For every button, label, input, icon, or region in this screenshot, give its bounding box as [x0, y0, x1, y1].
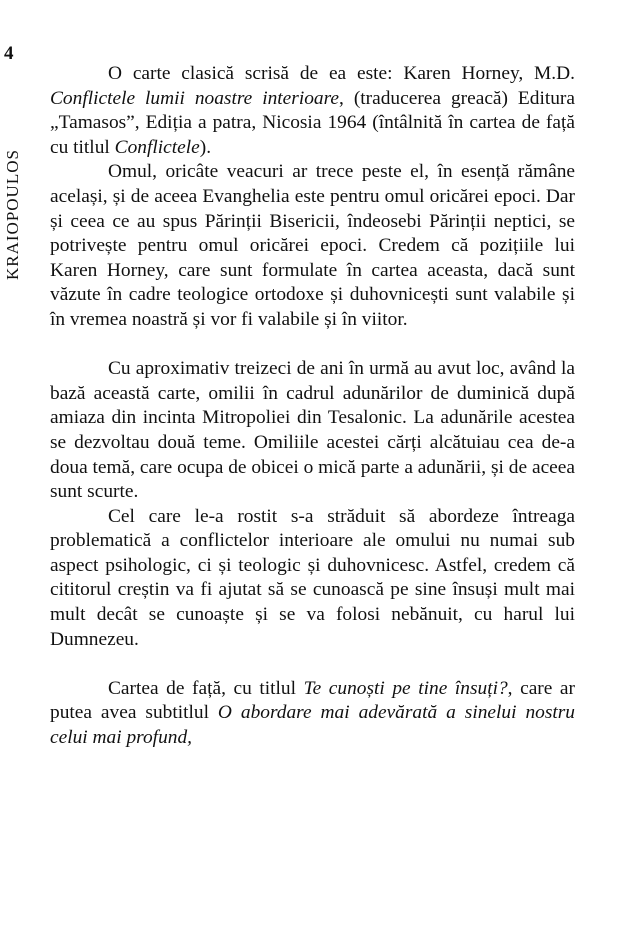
text-segment: ). [199, 136, 212, 158]
paragraph [50, 357, 575, 505]
text-segment: Cel care le-a rostit s-a străduit să abordeze întreaga problematică a conflictelor interioare ale omului nu numai sub aspect psihologic, ci și teologic și duhovnicesc. Astfel, credem că cititorul creștin va fi ajutat să se cunoască pe sine însuși mult mai mult decât se cunoaște și se va folosi nebănuit, cu harul lui Dumnezeu. [50, 505, 575, 650]
paragraph [50, 505, 575, 653]
short-title-conflictele: Conflictele [114, 136, 200, 158]
paragraph [50, 160, 575, 332]
text-segment: O carte clasică scrisă de ea este: Karen Horney, M.D. [108, 63, 575, 84]
text-segment: , (traducerea greacă) Editura „Tamasos”, Ediția a patra, Nicosia 1964 (întâlnită în cartea de față cu titlul [50, 87, 575, 158]
paragraph [50, 677, 575, 751]
book-subtitle: O abordare mai adevărată a sinelui nostru celui mai profund, [50, 702, 576, 749]
running-header: KRAIOPOULOS [3, 149, 22, 280]
page-number: 4 [4, 43, 14, 64]
text-body [50, 62, 575, 751]
text-segment: , care ar putea avea subtitlul [50, 677, 575, 724]
text-segment: Cu aproximativ treizeci de ani în urmă au avut loc, având la bază această carte, omilii în cadrul adunărilor de duminică după amiaza din incinta Mitropoliei din Tesalonic. La adunările acestea se dezvoltau două teme. Omiliile acestei cărți alcătuiau cea de-a doua temă, care ocupa de obicei o mică parte a adunării, și de aceea sunt scurte. [50, 358, 575, 503]
book-title-conflictele: Conflictele lumii noastre interioare [50, 87, 340, 109]
text-segment: Cartea de față, cu titlul [108, 677, 304, 699]
text-segment: Omul, oricâte veacuri ar trece peste el, în esență rămâne același, și de aceea Evanghelia este pentru omul oricărei epoci. Dar și ceea ce au spus Părinții Bisericii, îndeosebi Părinții neptici, se potrivește pentru omul oricărei epoci. Credem că pozițiile lui Karen Horney, care sunt formulate în cartea aceasta, dacă sunt văzute în cadre teologice ortodoxe și duhovnicești sunt valabile și în vremea noastră și vor fi valabile și în viitor. [50, 161, 575, 330]
book-title-te-cunosti: Te cunoști pe tine însuți? [303, 677, 508, 699]
paragraph [50, 62, 575, 160]
